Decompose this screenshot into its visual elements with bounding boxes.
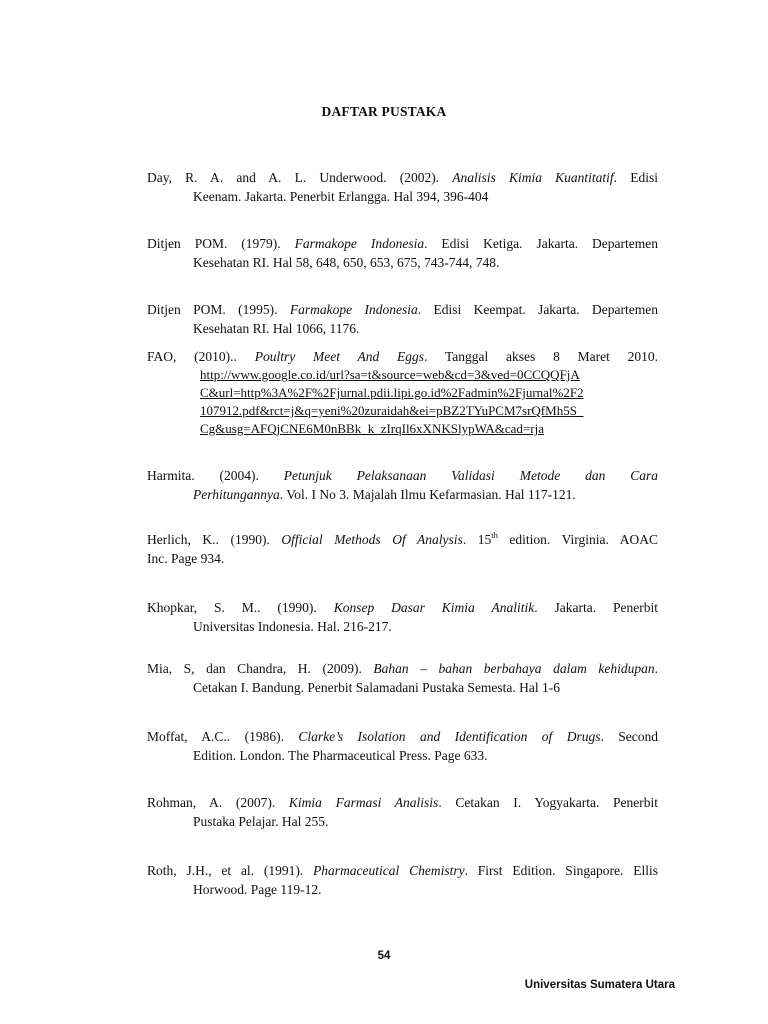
url-link-line-2[interactable]: C&url=http%3A%2F%2Fjurnal.pdii.lipi.go.id%2Fadmin%2Fjurnal%2F2 [200, 385, 584, 400]
reference-line-2: Cetakan I. Bandung. Penerbit Salamadani Pustaka Semesta. Hal 1-6 [193, 680, 561, 695]
url-link-line-1[interactable]: http://www.google.co.id/url?sa=t&source=web&cd=3&ved=0CCQQFjA [200, 367, 580, 382]
reference-line-2: Inc. Page 934. [147, 551, 225, 566]
reference-line-1: Day, R. A. and A. L. Underwood. (2002). Analisis Kimia Kuantitatif. Edisi [147, 170, 658, 185]
reference-roth [147, 861, 658, 899]
reference-line-1: FAO, (2010).. Poultry Meet And Eggs. Tanggal akses 8 Maret 2010. [147, 349, 658, 364]
reference-mia [147, 659, 658, 697]
reference-line-2: Universitas Indonesia. Hal. 216-217. [193, 619, 392, 634]
reference-line-1: Rohman, A. (2007). Kimia Farmasi Analisis. Cetakan I. Yogyakarta. Penerbit [147, 795, 658, 810]
reference-line-1: Herlich, K.. (1990). Official Methods Of Analysis. 15th edition. Virginia. AOAC [147, 530, 658, 547]
url-link-line-3[interactable]: 107912.pdf&rct=j&q=yeni%20zuraidah&ei=pBZ2TYuPCM7srQfMh5S_ [200, 403, 584, 418]
reference-line-1: Roth, J.H., et al. (1991). Pharmaceutical Chemistry. First Edition. Singapore. Ellis [147, 863, 658, 878]
reference-ditjen-1979 [147, 234, 658, 272]
reference-line-2: Keenam. Jakarta. Penerbit Erlangga. Hal 394, 396-404 [193, 189, 489, 204]
reference-ditjen-1995 [147, 300, 658, 338]
page-title: DAFTAR PUSTAKA [321, 104, 447, 119]
reference-fao [147, 347, 658, 438]
reference-line-1: Harmita. (2004). Petunjuk Pelaksanaan Validasi Metode dan Cara [147, 468, 658, 483]
reference-line-1: Moffat, A.C.. (1986). Clarke’s Isolation and Identification of Drugs. Second [147, 729, 658, 744]
page-number: 54 [377, 950, 391, 962]
reference-line-1: Khopkar, S. M.. (1990). Konsep Dasar Kimia Analitik. Jakarta. Penerbit [147, 600, 659, 615]
reference-line-2: Perhitungannya. Vol. I No 3. Majalah Ilmu Kefarmasian. Hal 117-121. [193, 487, 576, 502]
reference-line-1: Mia, S, dan Chandra, H. (2009). Bahan – bahan berbahaya dalam kehidupan. [147, 661, 658, 676]
reference-harmita [147, 466, 658, 504]
url-link-line-4[interactable]: Cg&usg=AFQjCNE6M0nBBk_k_zIrqIl6xXNKSlypWA&cad=rja [200, 421, 544, 436]
reference-moffat [147, 727, 658, 765]
reference-rohman [147, 793, 658, 831]
reference-line-2: Edition. London. The Pharmaceutical Press. Page 633. [193, 748, 488, 763]
reference-line-2: Pustaka Pelajar. Hal 255. [193, 814, 329, 829]
reference-line-1: Ditjen POM. (1979). Farmakope Indonesia. Edisi Ketiga. Jakarta. Departemen [147, 236, 658, 251]
footer-institution: Universitas Sumatera Utara [524, 979, 675, 991]
reference-line-2: Kesehatan RI. Hal 1066, 1176. [193, 321, 360, 336]
reference-line-2: Horwood. Page 119-12. [193, 882, 322, 897]
reference-line-2: Kesehatan RI. Hal 58, 648, 650, 653, 675, 743-744, 748. [193, 255, 500, 270]
reference-day [147, 168, 658, 206]
reference-khopkar [147, 598, 658, 636]
reference-url [147, 366, 658, 438]
reference-herlich [147, 530, 658, 568]
reference-line-1: Ditjen POM. (1995). Farmakope Indonesia. Edisi Keempat. Jakarta. Departemen [147, 302, 658, 317]
